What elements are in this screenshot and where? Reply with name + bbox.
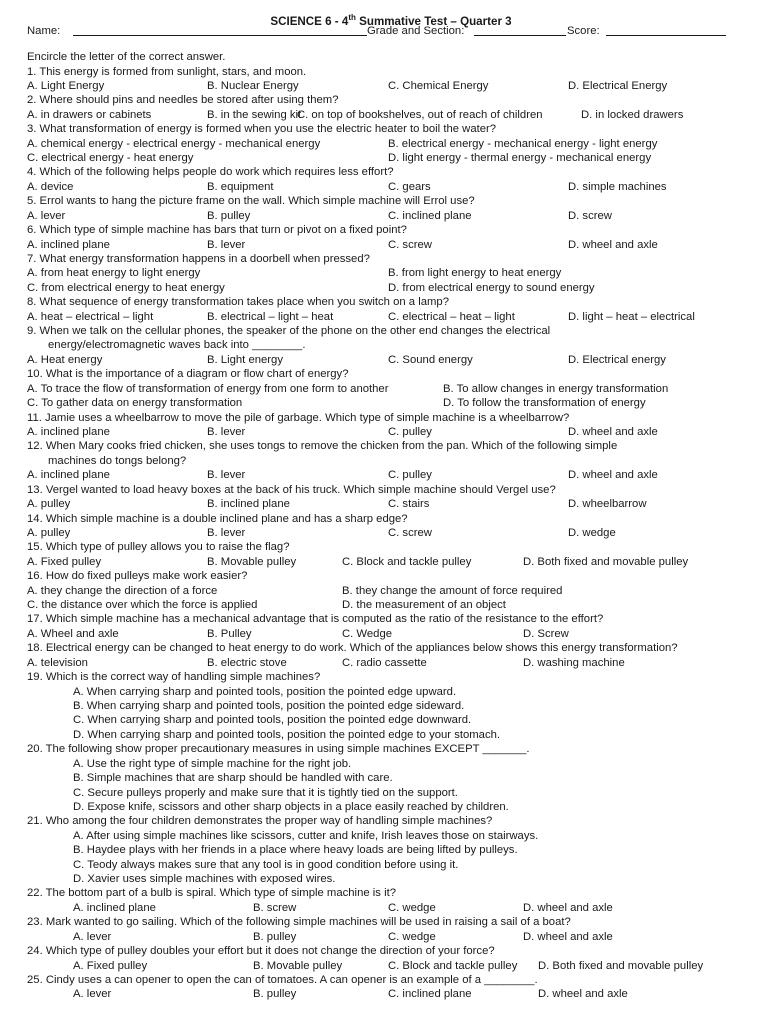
- question-5-stem-line: [0, 194, 768, 209]
- name-field[interactable]: [73, 24, 367, 41]
- question-5-option-a[interactable]: A. lever: [27, 209, 66, 222]
- question-20-option-b[interactable]: B. Simple machines that are sharp should be handled with care.: [73, 772, 393, 785]
- question-14-option-d[interactable]: D. wedge: [568, 526, 616, 539]
- question-18-options-row: [0, 656, 768, 671]
- question-22-stem-line: [0, 886, 768, 901]
- question-21-option-d[interactable]: D. Xavier uses simple machines with exposed wires.: [73, 873, 336, 886]
- question-22-options-row: [0, 901, 768, 916]
- question-13-stem-line: [0, 483, 768, 498]
- question-8-option-c[interactable]: C. electrical – heat – light: [388, 310, 515, 323]
- question-16-options-row: [0, 598, 768, 613]
- question-12-options-row: [0, 468, 768, 483]
- question-21-options-row: [0, 858, 768, 873]
- question-8-stem: 8. What sequence of energy transformation takes place when you switch on a lamp?: [27, 296, 449, 309]
- question-15-option-a[interactable]: A. Fixed pulley: [27, 555, 102, 568]
- question-10-option-b[interactable]: B. To allow changes in energy transformation: [443, 382, 669, 395]
- question-21-option-a[interactable]: A. After using simple machines like scissors, cutter and knife, Irish leaves those on stairways.: [73, 829, 539, 842]
- question-19-stem-line: [0, 670, 768, 685]
- question-15-stem-line: [0, 540, 768, 555]
- question-21-options-row: [0, 829, 768, 844]
- question-25-option-b[interactable]: B. pulley: [253, 988, 297, 1001]
- question-14-stem: 14. Which simple machine is a double inclined plane and has a sharp edge?: [27, 512, 408, 525]
- question-9-stem-line: [0, 324, 768, 339]
- question-24-option-d[interactable]: D. Both fixed and movable pulley: [538, 959, 704, 972]
- question-10-option-a[interactable]: A. To trace the flow of transformation of energy from one form to another: [27, 382, 389, 395]
- grade-section-label: Grade and Section:: [367, 25, 465, 37]
- question-19-options-row: [0, 728, 768, 743]
- question-9-stem-line: [0, 338, 768, 353]
- question-11-option-b[interactable]: B. lever: [207, 426, 246, 438]
- question-9-options-row: [0, 353, 768, 368]
- question-17-options-row: [0, 627, 768, 642]
- question-23-option-d[interactable]: D. wheel and axle: [523, 930, 613, 943]
- question-24-option-a[interactable]: A. Fixed pulley: [73, 959, 148, 972]
- question-8-option-d[interactable]: D. light – heat – electrical: [568, 310, 695, 323]
- question-12-stem: machines do tongs belong?: [48, 454, 187, 467]
- question-24-stem-line: [0, 944, 768, 959]
- question-1-option-d[interactable]: D. Electrical Energy: [568, 79, 668, 92]
- question-12-option-b[interactable]: B. lever: [207, 469, 246, 482]
- question-22-option-b[interactable]: B. screw: [253, 901, 297, 914]
- question-13-stem: 13. Vergel wanted to load heavy boxes at the back of his truck. Which simple machine should Vergel use?: [27, 483, 556, 496]
- question-3-options-row: [0, 137, 768, 152]
- question-11-stem: 11. Jamie uses a wheelbarrow to move the pile of garbage. Which type of simple machine is a wheelbarrow?: [27, 411, 570, 424]
- question-4-option-d[interactable]: D. simple machines: [568, 180, 667, 193]
- question-2-option-a[interactable]: A. in drawers or cabinets: [27, 108, 152, 121]
- question-24-options-row: [0, 959, 768, 974]
- question-18-option-b[interactable]: B. electric stove: [207, 656, 287, 669]
- question-20-options-row: [0, 786, 768, 801]
- question-3-options-row: [0, 151, 768, 166]
- question-17-option-d[interactable]: D. Screw: [523, 627, 569, 640]
- question-10-options-row: [0, 396, 768, 411]
- question-18-option-c[interactable]: C. radio cassette: [342, 656, 427, 669]
- question-25-option-c[interactable]: C. inclined plane: [388, 988, 472, 1001]
- question-19-option-a[interactable]: A. When carrying sharp and pointed tools, position the pointed edge upward.: [73, 685, 457, 698]
- question-13-option-a[interactable]: A. pulley: [27, 498, 71, 511]
- question-25-stem-line: [0, 973, 768, 988]
- question-16-option-a[interactable]: A. they change the direction of a force: [27, 584, 218, 597]
- question-10-option-c[interactable]: C. To gather data on energy transformation: [27, 397, 243, 410]
- question-9-stem: energy/electromagnetic waves back into ________.: [48, 339, 306, 352]
- question-2-option-b[interactable]: B. in the sewing kit: [207, 108, 302, 121]
- question-21-options-row: [0, 872, 768, 887]
- question-19-option-c[interactable]: C. When carrying sharp and pointed tools, position the pointed edge downward.: [73, 714, 472, 727]
- question-15-stem: 15. Which type of pulley allows you to raise the flag?: [27, 541, 290, 554]
- question-20-stem: 20. The following show proper precautionary measures in using simple machines EXCEPT _______.: [27, 743, 530, 756]
- question-7-option-b[interactable]: B. from light energy to heat energy: [388, 267, 562, 280]
- question-16-stem: 16. How do fixed pulleys make work easier?: [27, 570, 248, 583]
- question-19-option-d[interactable]: D. When carrying sharp and pointed tools, position the pointed edge to your stomach.: [73, 728, 501, 741]
- question-9-option-b[interactable]: B. Light energy: [207, 353, 283, 366]
- question-4-stem-line: [0, 165, 768, 180]
- question-21-stem: 21. Who among the four children demonstrates the proper way of handling simple machines?: [27, 815, 493, 828]
- question-12-stem-line: [0, 439, 768, 454]
- question-3-option-d[interactable]: D. light energy - thermal energy - mechanical energy: [388, 152, 652, 165]
- question-3-option-c[interactable]: C. electrical energy - heat energy: [27, 152, 194, 165]
- question-24-option-c[interactable]: C. Block and tackle pulley: [388, 959, 518, 972]
- name-label: Name:: [27, 25, 61, 37]
- question-14-stem-line: [0, 512, 768, 527]
- question-20-options-row: [0, 757, 768, 772]
- question-18-option-d[interactable]: D. washing machine: [523, 656, 625, 669]
- question-24-stem: 24. Which type of pulley doubles your effort but it does not change the direction of your force?: [27, 945, 495, 958]
- question-23-stem: 23. Mark wanted to go sailing. Which of the following simple machines will be used in raising a sail of a boat?: [27, 916, 571, 929]
- question-1-option-b[interactable]: B. Nuclear Energy: [207, 79, 299, 92]
- question-1-option-a[interactable]: A. Light Energy: [27, 79, 105, 92]
- score-label: Score:: [567, 25, 600, 37]
- question-5-option-d[interactable]: D. screw: [568, 209, 612, 222]
- question-19-stem: 19. Which is the correct way of handling simple machines?: [27, 671, 321, 684]
- question-12-option-a[interactable]: A. inclined plane: [27, 469, 110, 482]
- question-3-option-b[interactable]: B. electrical energy - mechanical energy - light energy: [388, 137, 658, 150]
- question-8-options-row: [0, 310, 768, 325]
- question-6-option-c[interactable]: C. screw: [388, 238, 432, 251]
- question-6-options-row: [0, 238, 768, 253]
- question-3-stem-line: [0, 122, 768, 137]
- question-2-option-c[interactable]: C. on top of bookshelves, out of reach of children: [297, 108, 543, 121]
- question-6-option-a[interactable]: A. inclined plane: [27, 238, 110, 251]
- question-19-options-row: [0, 713, 768, 728]
- question-16-options-row: [0, 584, 768, 599]
- question-5-option-b[interactable]: B. pulley: [207, 209, 251, 222]
- question-2-option-d[interactable]: D. in locked drawers: [581, 108, 684, 121]
- instruction-text: Encircle the letter of the correct answer.: [27, 51, 226, 63]
- question-11-options-row: [0, 425, 768, 440]
- question-25-option-d[interactable]: D. wheel and axle: [538, 988, 628, 1001]
- question-25-option-a[interactable]: A. lever: [73, 988, 112, 1001]
- question-13-option-b[interactable]: B. inclined plane: [207, 498, 290, 511]
- question-15-options-row: [0, 555, 768, 570]
- question-4-stem: 4. Which of the following helps people do work which requires less effort?: [27, 166, 394, 179]
- question-20-options-row: [0, 771, 768, 786]
- question-5-options-row: [0, 209, 768, 224]
- question-10-options-row: [0, 382, 768, 397]
- instruction-line: [0, 50, 768, 65]
- question-21-option-c[interactable]: C. Teody always makes sure that any tool is in good condition before using it.: [73, 858, 459, 871]
- question-9-stem: 9. When we talk on the cellular phones, the speaker of the phone on the other end changes the electrical: [27, 325, 551, 338]
- question-9-option-d[interactable]: D. Electrical energy: [568, 353, 666, 366]
- question-8-option-a[interactable]: A. heat – electrical – light: [27, 310, 154, 323]
- question-7-stem: 7. What energy transformation happens in a doorbell when pressed?: [27, 252, 370, 265]
- question-4-options-row: [0, 180, 768, 195]
- question-11-stem-line: [0, 411, 768, 426]
- question-10-option-d[interactable]: D. To follow the transformation of energy: [443, 397, 646, 410]
- question-6-stem: 6. Which type of simple machine has bars that turn or pivot on a fixed point?: [27, 224, 407, 237]
- score-field[interactable]: [606, 24, 726, 41]
- question-6-option-d[interactable]: D. wheel and axle: [568, 238, 658, 251]
- question-12-option-d[interactable]: D. wheel and axle: [568, 469, 658, 482]
- question-7-option-d[interactable]: D. from electrical energy to sound energy: [388, 281, 595, 294]
- question-11-option-c[interactable]: C. pulley: [388, 426, 432, 438]
- question-13-option-d[interactable]: D. wheelbarrow: [568, 498, 647, 511]
- question-17-option-c[interactable]: C. Wedge: [342, 627, 393, 640]
- question-5-option-c[interactable]: C. inclined plane: [388, 209, 472, 222]
- question-10-stem-line: [0, 367, 768, 382]
- question-2-stem: 2. Where should pins and needles be stored after using them?: [27, 94, 339, 107]
- question-9-option-a[interactable]: A. Heat energy: [27, 353, 103, 366]
- question-1-stem: 1. This energy is formed from sunlight, stars, and moon.: [27, 65, 307, 78]
- grade-section-field[interactable]: [474, 24, 566, 41]
- header-fields-line: [0, 24, 768, 39]
- question-19-options-row: [0, 699, 768, 714]
- question-4-option-c[interactable]: C. gears: [388, 180, 431, 193]
- question-25-stem: 25. Cindy uses a can opener to open the can of tomatoes. A can opener is an example of a ________.: [27, 973, 538, 986]
- question-20-option-c[interactable]: C. Secure pulleys properly and make sure that it is tightly tied on the support.: [73, 786, 458, 799]
- question-4-option-b[interactable]: B. equipment: [207, 180, 274, 193]
- question-7-options-row: [0, 266, 768, 281]
- question-22-option-a[interactable]: A. inclined plane: [73, 901, 156, 914]
- question-16-option-b[interactable]: B. they change the amount of force required: [342, 584, 563, 597]
- question-1-stem-line: [0, 65, 768, 80]
- question-14-option-b[interactable]: B. lever: [207, 526, 246, 539]
- question-23-option-a[interactable]: A. lever: [73, 930, 112, 943]
- question-9-option-c[interactable]: C. Sound energy: [388, 353, 473, 366]
- question-15-option-b[interactable]: B. Movable pulley: [207, 555, 297, 568]
- question-14-option-a[interactable]: A. pulley: [27, 526, 71, 539]
- question-15-option-c[interactable]: C. Block and tackle pulley: [342, 555, 472, 568]
- question-14-option-c[interactable]: C. screw: [388, 526, 432, 539]
- question-7-options-row: [0, 281, 768, 296]
- question-1-option-c[interactable]: C. Chemical Energy: [388, 79, 489, 92]
- question-17-option-b[interactable]: B. Pulley: [207, 627, 252, 640]
- question-24-option-b[interactable]: B. Movable pulley: [253, 959, 343, 972]
- question-3-option-a[interactable]: A. chemical energy - electrical energy - mechanical energy: [27, 137, 321, 150]
- question-12-stem-line: [0, 454, 768, 469]
- question-19-options-row: [0, 685, 768, 700]
- question-23-stem-line: [0, 915, 768, 930]
- page-title: SCIENCE 6 - 4th Summative Test – Quarter 3: [270, 13, 512, 28]
- question-16-option-d[interactable]: D. the measurement of an object: [342, 599, 506, 612]
- question-16-stem-line: [0, 569, 768, 584]
- question-2-options-row: [0, 108, 768, 123]
- question-4-option-a[interactable]: A. device: [27, 180, 74, 193]
- question-10-stem: 10. What is the importance of a diagram or flow chart of energy?: [27, 368, 349, 381]
- question-3-stem: 3. What transformation of energy is formed when you use the electric heater to boil the water?: [27, 123, 497, 136]
- question-13-option-c[interactable]: C. stairs: [388, 498, 430, 511]
- question-7-option-c[interactable]: C. from electrical energy to heat energy: [27, 281, 225, 294]
- question-22-option-d[interactable]: D. wheel and axle: [523, 901, 613, 914]
- question-12-stem: 12. When Mary cooks fried chicken, she uses tongs to remove the chicken from the pan. Which of the following simple: [27, 440, 618, 453]
- question-21-stem-line: [0, 814, 768, 829]
- question-23-options-row: [0, 930, 768, 945]
- question-23-option-b[interactable]: B. pulley: [253, 930, 297, 943]
- question-6-option-b[interactable]: B. lever: [207, 238, 246, 251]
- question-19-option-b[interactable]: B. When carrying sharp and pointed tools, position the pointed edge sideward.: [73, 699, 465, 712]
- question-11-option-a[interactable]: A. inclined plane: [27, 426, 110, 438]
- question-2-stem-line: [0, 93, 768, 108]
- question-11-option-d[interactable]: D. wheel and axle: [568, 426, 658, 438]
- question-25-options-row: [0, 987, 768, 1002]
- question-14-options-row: [0, 526, 768, 541]
- question-8-stem-line: [0, 295, 768, 310]
- question-20-option-a[interactable]: A. Use the right type of simple machine for the right job.: [73, 757, 352, 770]
- question-6-stem-line: [0, 223, 768, 238]
- question-20-stem-line: [0, 742, 768, 757]
- ordinal-suffix: th: [348, 13, 356, 22]
- question-18-option-a[interactable]: A. television: [27, 656, 88, 669]
- question-13-options-row: [0, 497, 768, 512]
- question-17-stem: 17. Which simple machine has a mechanical advantage that is computed as the ratio of the resistance to the effort?: [27, 613, 604, 626]
- question-22-option-c[interactable]: C. wedge: [388, 901, 436, 914]
- question-15-option-d[interactable]: D. Both fixed and movable pulley: [523, 555, 689, 568]
- question-21-options-row: [0, 843, 768, 858]
- question-12-option-c[interactable]: C. pulley: [388, 469, 432, 482]
- question-16-option-c[interactable]: C. the distance over which the force is applied: [27, 599, 258, 612]
- question-17-stem-line: [0, 612, 768, 627]
- question-23-option-c[interactable]: C. wedge: [388, 930, 436, 943]
- question-17-option-a[interactable]: A. Wheel and axle: [27, 627, 119, 640]
- question-21-option-b[interactable]: B. Haydee plays with her friends in a place where heavy loads are being lifted by pulleys.: [73, 844, 518, 857]
- question-1-options-row: [0, 79, 768, 94]
- question-22-stem: 22. The bottom part of a bulb is spiral. Which type of simple machine is it?: [27, 887, 396, 900]
- question-7-option-a[interactable]: A. from heat energy to light energy: [27, 267, 201, 280]
- question-20-options-row: [0, 800, 768, 815]
- question-18-stem-line: [0, 641, 768, 656]
- question-5-stem: 5. Errol wants to hang the picture frame on the wall. Which simple machine will Errol use?: [27, 195, 475, 208]
- question-18-stem: 18. Electrical energy can be changed to heat energy to do work. Which of the appliances below shows this energy transformation?: [27, 642, 678, 655]
- question-8-option-b[interactable]: B. electrical – light – heat: [207, 310, 334, 323]
- question-20-option-d[interactable]: D. Expose knife, scissors and other sharp objects in a place easily reached by children.: [73, 800, 509, 813]
- question-7-stem-line: [0, 252, 768, 267]
